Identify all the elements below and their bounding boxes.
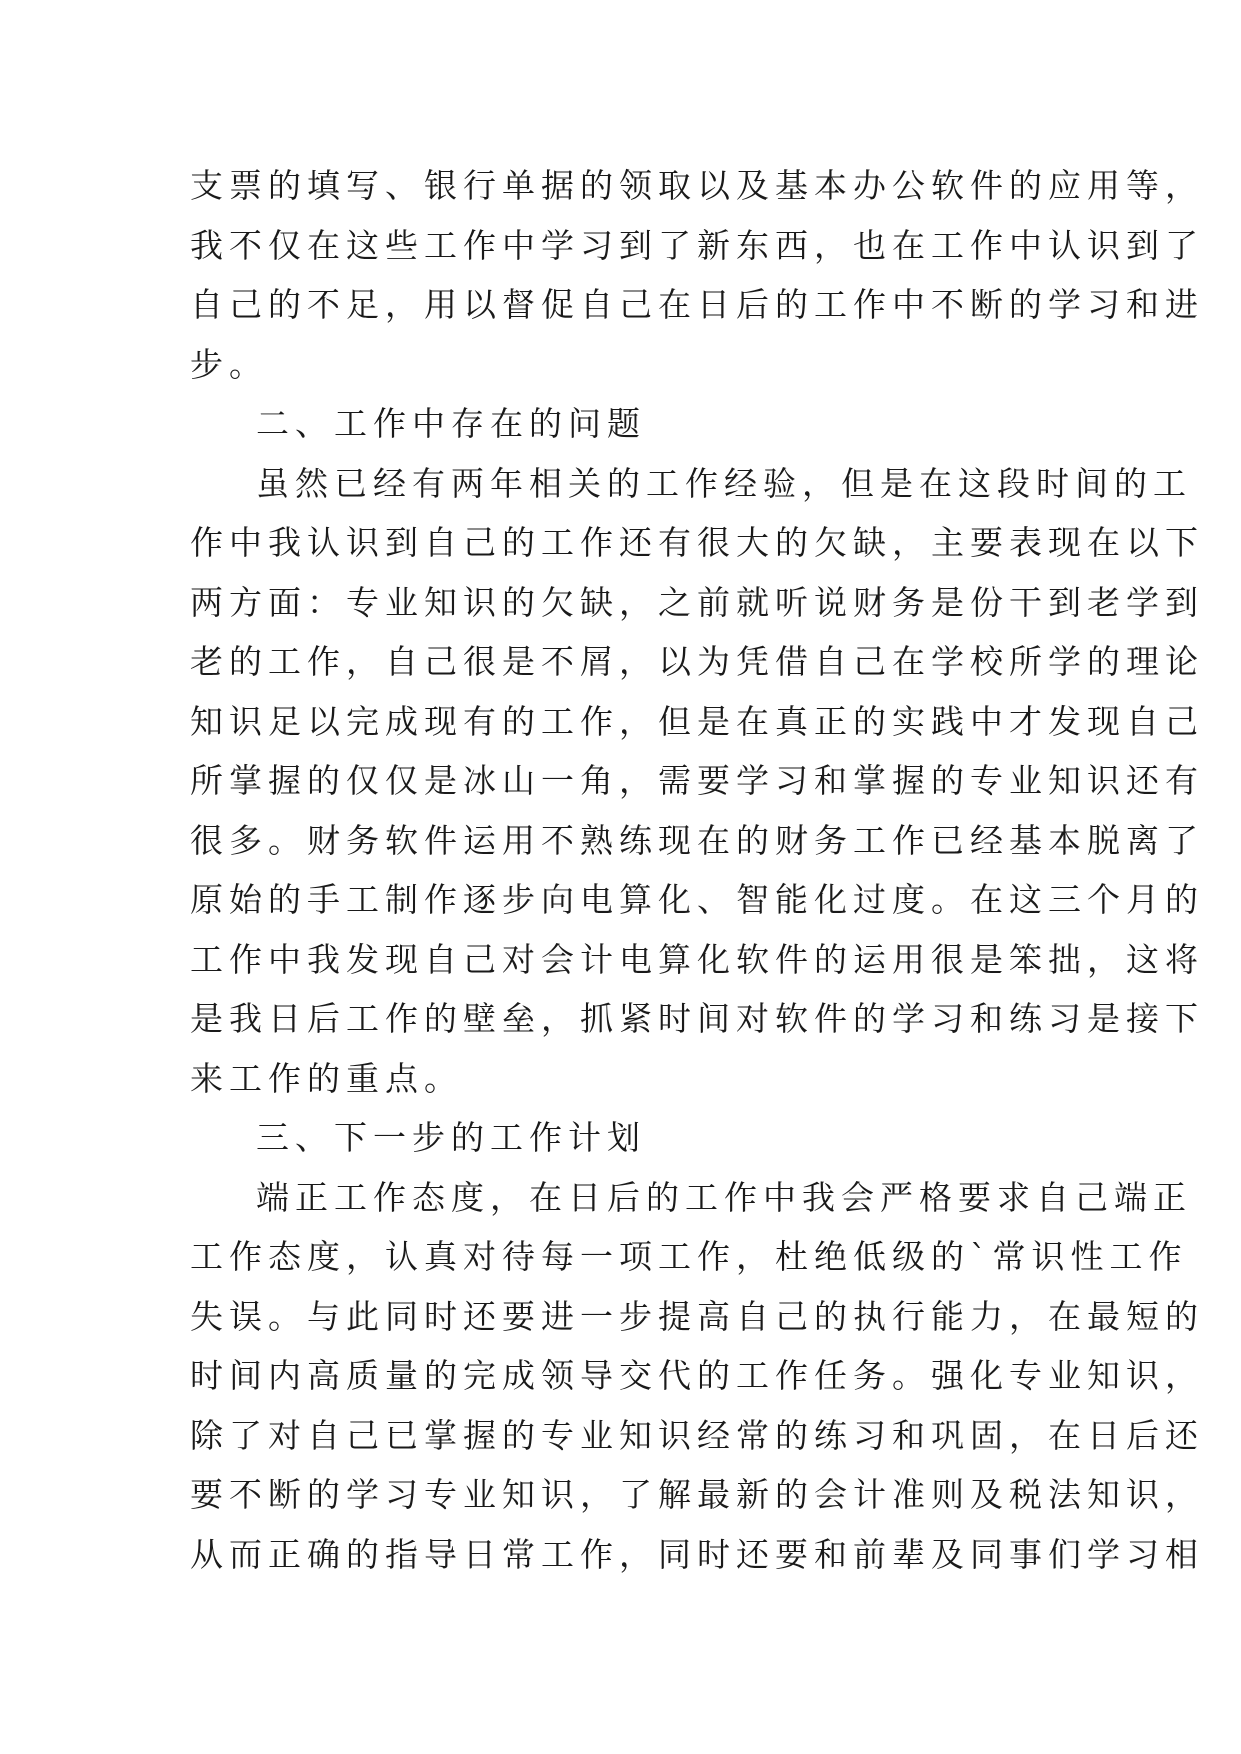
body-line: 所掌握的仅仅是冰山一角，需要学习和掌握的专业知识还有 bbox=[190, 761, 1204, 800]
body-line: 步。 bbox=[190, 344, 268, 384]
section-heading-problems: 二、工作中存在的问题 bbox=[256, 404, 646, 443]
body-line: 工作态度，认真对待每一项工作，杜绝低级的`常识性工作 bbox=[190, 1237, 1188, 1276]
document-body bbox=[190, 156, 1204, 1584]
body-line: 老的工作，自己很是不屑，以为凭借自己在学校所学的理论 bbox=[190, 642, 1204, 681]
body-line: 从而正确的指导日常工作，同时还要和前辈及同事们学习相 bbox=[190, 1534, 1204, 1574]
body-line: 端正工作态度，在日后的工作中我会严格要求自己端正 bbox=[256, 1177, 1192, 1217]
body-line: 作中我认识到自己的工作还有很大的欠缺，主要表现在以下 bbox=[190, 523, 1204, 562]
body-line: 原始的手工制作逐步向电算化、智能化过度。在这三个月的 bbox=[190, 880, 1204, 919]
body-line: 除了对自己已掌握的专业知识经常的练习和巩固，在日后还 bbox=[190, 1415, 1204, 1455]
body-line: 要不断的学习专业知识，了解最新的会计准则及税法知识， bbox=[190, 1475, 1204, 1514]
body-line: 我不仅在这些工作中学习到了新东西，也在工作中认识到了 bbox=[190, 225, 1204, 265]
body-line: 知识足以完成现有的工作，但是在真正的实践中才发现自己 bbox=[190, 701, 1204, 741]
body-line: 很多。财务软件运用不熟练现在的财务工作已经基本脱离了 bbox=[190, 820, 1204, 860]
body-line: 两方面：专业知识的欠缺，之前就听说财务是份干到老学到 bbox=[190, 582, 1204, 622]
body-line: 自己的不足，用以督促自己在日后的工作中不断的学习和进 bbox=[190, 285, 1204, 324]
body-line: 失误。与此同时还要进一步提高自己的执行能力，在最短的 bbox=[190, 1296, 1204, 1336]
body-line: 时间内高质量的完成领导交代的工作任务。强化专业知识， bbox=[190, 1356, 1204, 1395]
body-line: 来工作的重点。 bbox=[190, 1058, 463, 1098]
body-line: 支票的填写、银行单据的领取以及基本办公软件的应用等， bbox=[190, 166, 1204, 205]
body-line: 虽然已经有两年相关的工作经验，但是在这段时间的工 bbox=[256, 463, 1192, 503]
body-line: 工作中我发现自己对会计电算化软件的运用很是笨拙，这将 bbox=[190, 939, 1204, 979]
body-line: 是我日后工作的壁垒，抓紧时间对软件的学习和练习是接下 bbox=[190, 999, 1204, 1038]
section-heading-plan: 三、下一步的工作计划 bbox=[256, 1118, 646, 1157]
